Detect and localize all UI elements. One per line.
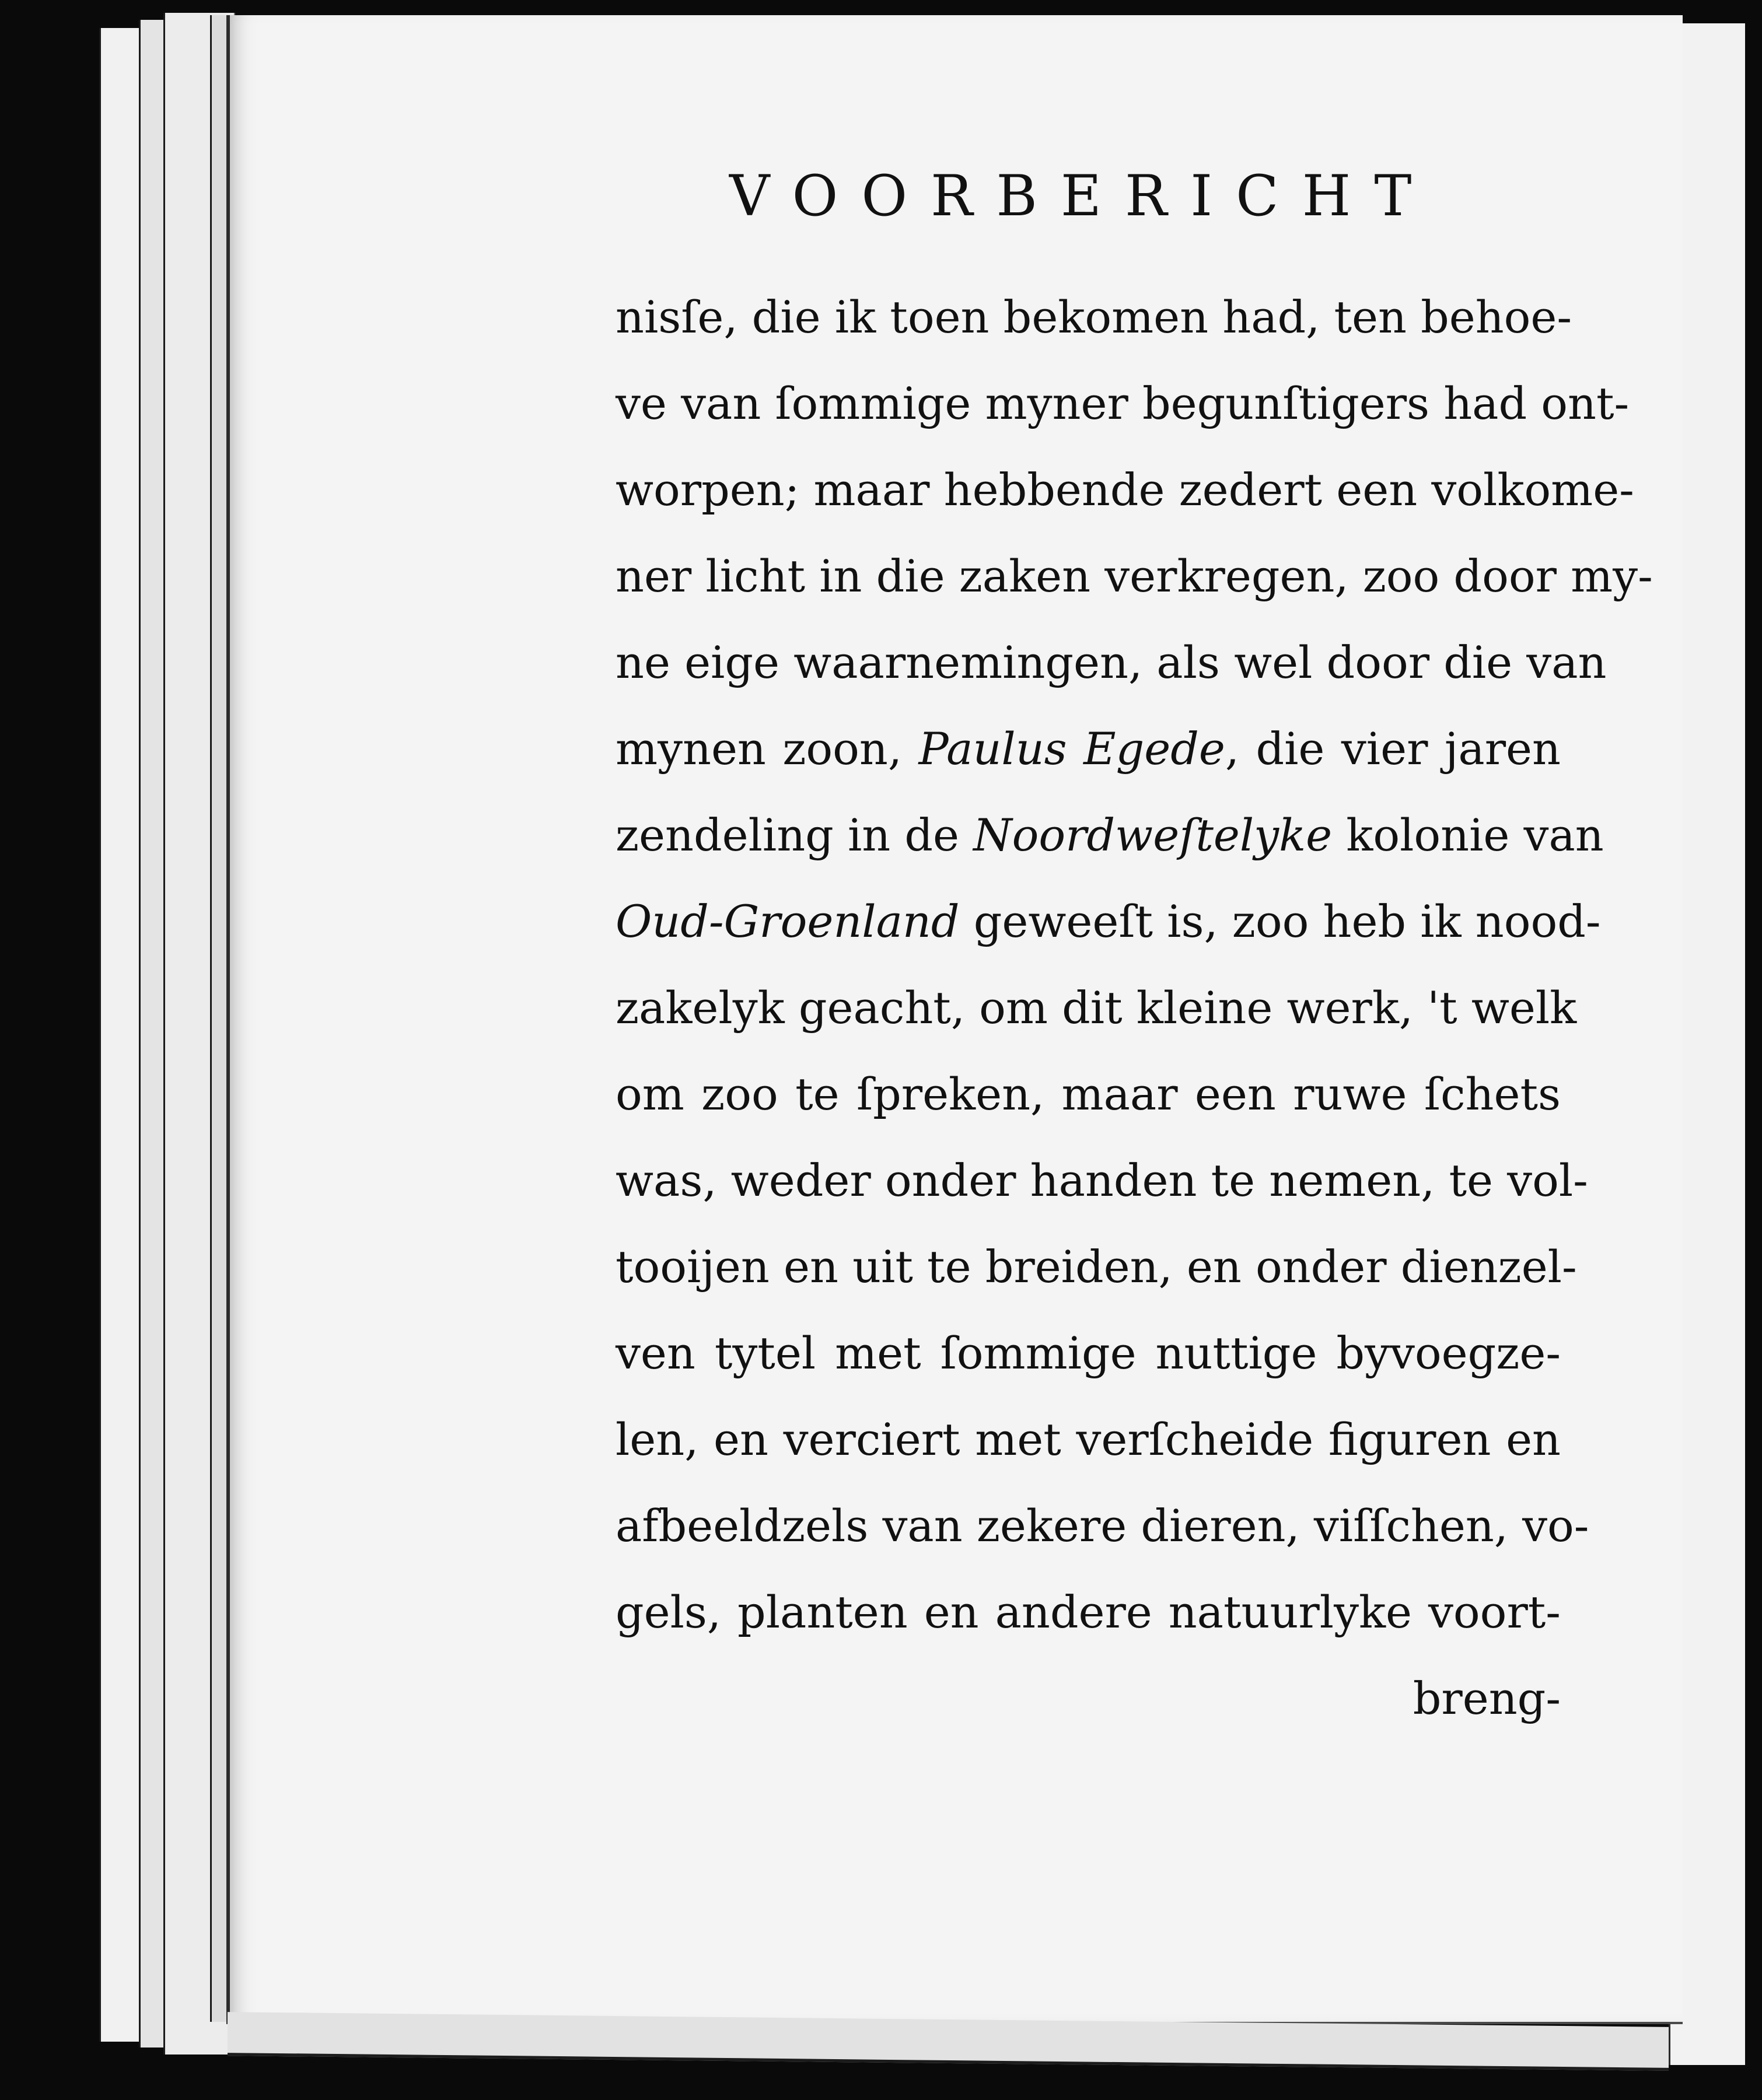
text-line: ve van ſommige myner begunſtigers had ont- [616, 377, 1630, 429]
text-line: zakelyk geacht, om dit kleine werk, 't welk [616, 982, 1577, 1034]
text-line: ne eige waarnemingen, als wel door die van [616, 636, 1607, 688]
text-line: was, weder onder handen te nemen, te vol- [616, 1154, 1588, 1206]
text-line: om zoo te ſpreken, maar een ruwe ſchets [616, 1068, 1561, 1120]
italic-place: Oud-Groenland [616, 895, 960, 947]
text-line: ven tytel met ſommige nuttige byvoegze- [616, 1327, 1561, 1379]
page-body-text [616, 274, 1653, 1742]
text-line [616, 706, 1561, 792]
running-head: VOORBERICHT [729, 163, 1435, 229]
text-line: nisſe, die ik toen bekomen had, ten behoe- [616, 291, 1572, 343]
text-line: gels, planten en andere natuurlyke voort- [616, 1586, 1561, 1638]
text-line [616, 878, 1601, 965]
text-line: worpen; maar hebbende zedert een volkome- [616, 464, 1634, 516]
text-line: len, en verciert met verſcheide figuren en [616, 1413, 1561, 1465]
catchword: breng- [1413, 1672, 1561, 1724]
text-line: ner licht in die zaken verkregen, zoo door my- [616, 550, 1653, 602]
text-line [616, 792, 1604, 878]
text-run: kolonie van [1346, 809, 1604, 861]
italic-name: Paulus Egede [918, 723, 1225, 775]
text-line: afbeeldzels van zekere dieren, viſſchen, vo- [616, 1500, 1589, 1552]
text-run: zendeling in de [616, 809, 959, 861]
text-run: mynen zoon, [616, 723, 902, 775]
text-run: geweeſt is, zoo heb ik nood- [973, 895, 1601, 947]
text-line: tooijen en uit te breiden, en onder dienzel- [616, 1241, 1577, 1293]
italic-colony: Noordweſtelyke [973, 809, 1333, 861]
text-run: , die vier jaren [1225, 723, 1561, 775]
